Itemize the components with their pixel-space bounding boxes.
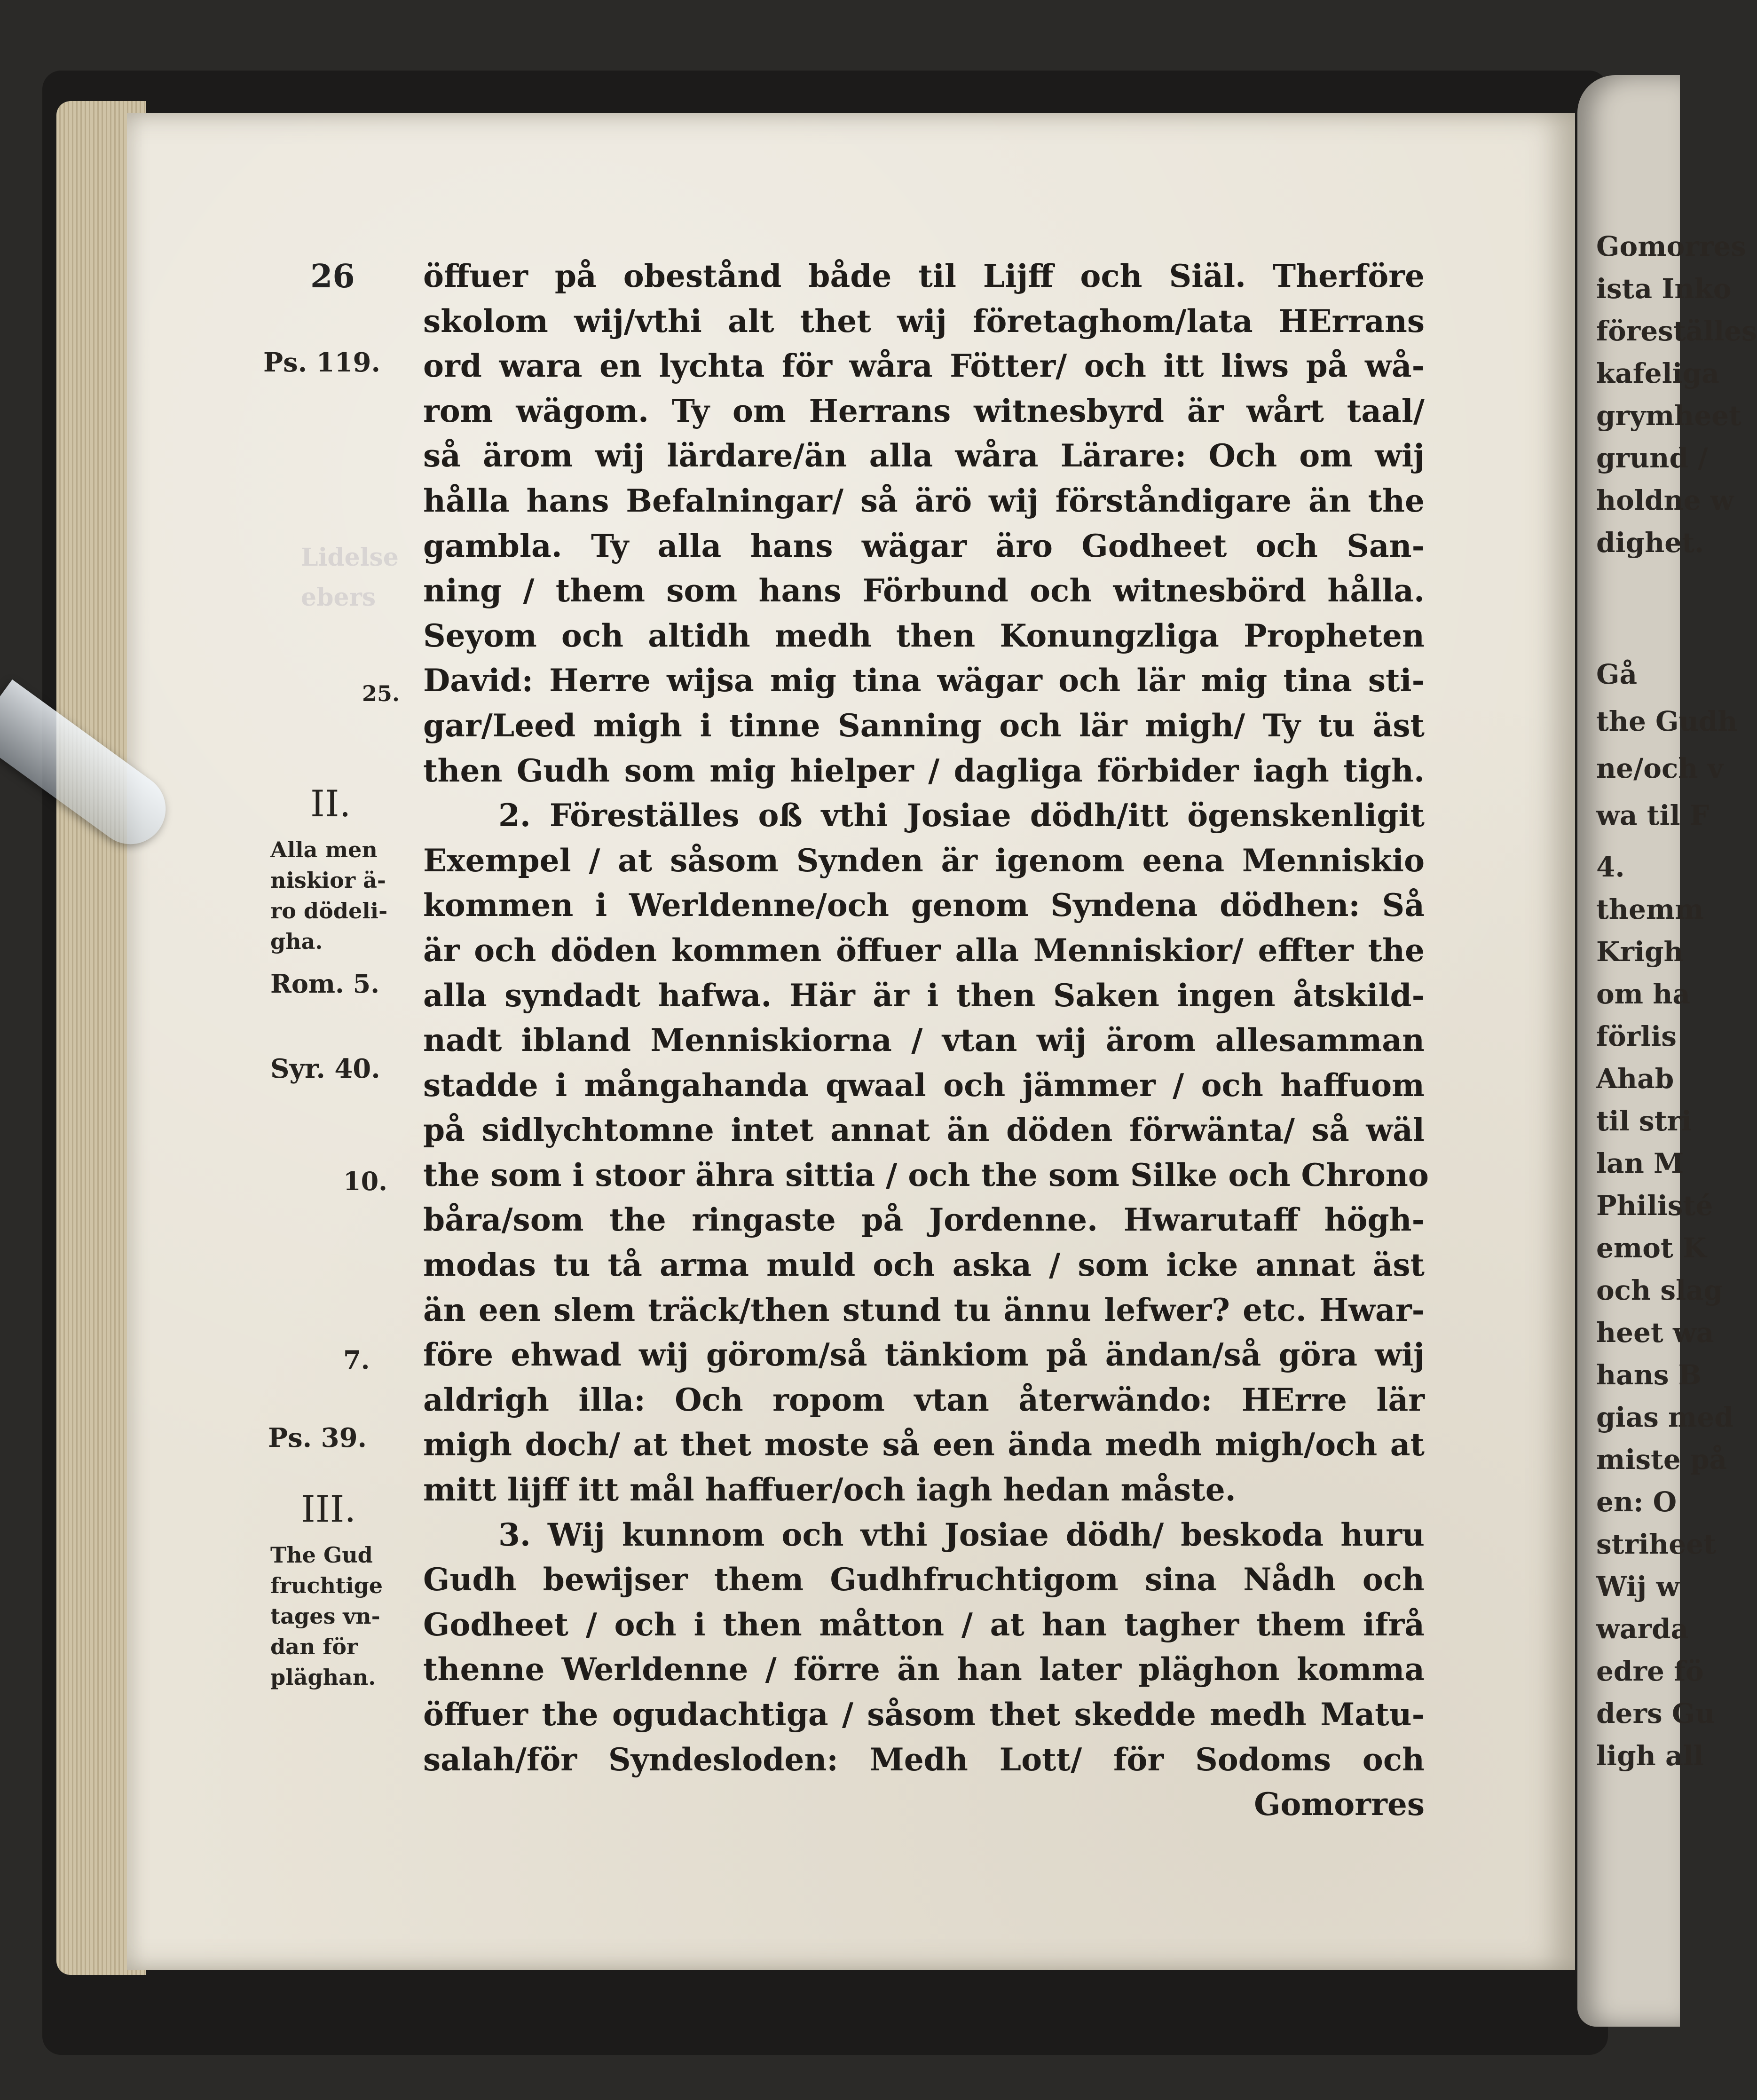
text-line: gar/Leed migh i tinne Sanning och lär migh/ Ty tu äst — [423, 707, 1425, 744]
catchword: Gomorres — [1254, 1786, 1425, 1823]
facing-page-line: grund / — [1596, 442, 1708, 474]
facing-page-line: edre fö — [1596, 1655, 1704, 1687]
text-line: rom wägom. Ty om Herrans witnesbyrd är wårt taal/ — [423, 392, 1425, 429]
body-text — [423, 254, 1429, 1827]
margin-note-rom5: Rom. 5. — [270, 969, 380, 999]
text-line: 3. Wij kunnom och vthi Josiae dödh/ beskoda huru — [498, 1516, 1425, 1553]
margin-note-7: 7. — [343, 1345, 370, 1375]
facing-page-line: grymheet — [1596, 400, 1741, 432]
margin-note-text: dan för — [270, 1634, 358, 1659]
text-line: aldrigh illa: Och ropom vtan återwändo: HErre lär — [423, 1381, 1425, 1418]
bleed-through-text: ebers — [301, 583, 376, 612]
text-line: migh doch/ at thet moste så een ända medh migh/och at — [423, 1426, 1425, 1463]
facing-page-line: Krigh — [1596, 936, 1684, 968]
margin-note-text: fruchtige — [270, 1573, 383, 1598]
facing-page-line: hans B — [1596, 1359, 1702, 1391]
margin-note-ps119: Ps. 119. — [263, 347, 381, 378]
facing-page-line: lan M — [1596, 1147, 1684, 1179]
margin-note-text: Alla men — [270, 837, 378, 862]
facing-page-line: ne/och v — [1596, 752, 1724, 784]
margin-note-text: pläghan. — [270, 1665, 376, 1690]
facing-page-line: wa til F — [1596, 799, 1709, 831]
text-line: på sidlychtomne intet annat än döden förwänta/ så wäl — [423, 1112, 1425, 1149]
text-line: modas tu tå arma muld och aska / som icke annat äst — [423, 1247, 1425, 1284]
text-line: öffuer på obestånd både til Lijff och Siäl. Therföre — [423, 258, 1425, 294]
page-number: 26 — [310, 258, 355, 295]
margin-note-text: ro dödeli- — [270, 898, 388, 924]
text-line: thenne Werldenne / förre än han later pläghon komma — [423, 1651, 1425, 1688]
facing-page-line: Philisté — [1596, 1190, 1713, 1222]
text-line: skolom wij/vthi alt thet wij företaghom/lata HErrans — [423, 302, 1425, 339]
facing-page-line: 4. — [1596, 851, 1625, 883]
margin-note-syr40: Syr. 40. — [270, 1053, 380, 1084]
facing-page-line: Gå — [1596, 658, 1638, 690]
margin-note-ps39: Ps. 39. — [268, 1422, 367, 1453]
facing-page-line: til stri — [1596, 1105, 1692, 1137]
facing-page-line: warda — [1596, 1613, 1689, 1645]
text-line: är och döden kommen öffuer alla Menniskior/ effter the — [423, 932, 1425, 969]
facing-page-line: och slag — [1596, 1274, 1723, 1306]
facing-page-line: förlis — [1596, 1020, 1677, 1052]
text-line: hålla hans Befalningar/ så ärö wij förståndigare än the — [423, 482, 1425, 519]
facing-page-line: Wij w — [1596, 1571, 1680, 1603]
facing-page-line: om ha — [1596, 978, 1690, 1010]
facing-page-line: ders Gu — [1596, 1697, 1715, 1729]
text-line: än een slem träck/then stund tu ännu lefwer? etc. Hwar- — [423, 1291, 1425, 1328]
facing-page-line: Ahab — [1596, 1063, 1674, 1095]
margin-note-text: gha. — [270, 929, 323, 954]
facing-page-line: dighet. — [1596, 527, 1704, 559]
facing-page-line: gias med — [1596, 1401, 1733, 1433]
facing-page-line: en: O — [1596, 1486, 1677, 1518]
text-line: 2. Föreställes oß vthi Josiae dödh/itt ögenskenligit — [498, 797, 1425, 834]
facing-page-line: ista Inko — [1596, 273, 1732, 305]
margin-note-roman-2: II. — [310, 783, 351, 825]
facing-page-line: striheet — [1596, 1528, 1716, 1560]
text-line: salah/för Syndesloden: Medh Lott/ för Sodoms och — [423, 1741, 1425, 1778]
facing-page-line: holdne w — [1596, 484, 1734, 516]
facing-page-line: föreställes — [1596, 315, 1757, 347]
facing-page-line: Gomorres — [1596, 230, 1746, 262]
text-line: före ehwad wij görom/så tänkiom på ändan/så göra wij — [423, 1336, 1425, 1374]
facing-page — [1577, 75, 1757, 2027]
facing-page-line: themm — [1596, 893, 1704, 925]
facing-page-line: emot K — [1596, 1232, 1707, 1264]
margin-note-10: 10. — [343, 1166, 387, 1196]
margin-note-roman-3: III. — [301, 1488, 356, 1531]
facing-page-line: heet wa — [1596, 1317, 1714, 1349]
text-line: stadde i mångahanda qwaal och jämmer / och haffuom — [423, 1066, 1425, 1104]
text-line: Seyom och altidh medh then Konungzliga Propheten — [423, 617, 1425, 654]
margin-note-text: The Gud — [270, 1542, 373, 1568]
text-line: gambla. Ty alla hans wägar äro Godheet och San- — [423, 527, 1425, 564]
text-line: ord wara en lychta för wåra Fötter/ och itt liws på wå- — [423, 347, 1425, 385]
text-line: nadt ibland Menniskiorna / vtan wij ärom allesamman — [423, 1022, 1425, 1059]
margin-note-text: tages vn- — [270, 1603, 380, 1629]
facing-page-line: miste på — [1596, 1444, 1727, 1476]
text-line: kommen i Werldenne/och genom Syndena dödhen: Så — [423, 887, 1425, 924]
text-line: öffuer the ogudachtiga / såsom thet skedde medh Matu- — [423, 1696, 1425, 1733]
margin-note-text: niskior ä- — [270, 868, 386, 893]
text-line: David: Herre wijsa mig tina wägar och lär mig tina sti- — [423, 662, 1425, 699]
bleed-through-text: Lidelse — [301, 543, 399, 572]
text-line: alla syndadt hafwa. Här är i then Saken ingen åtskild- — [423, 977, 1425, 1014]
text-line: ning / them som hans Förbund och witnesbörd hålla. — [423, 572, 1425, 609]
text-line: mitt lijff itt mål haffuer/och iagh hedan måste. — [423, 1471, 1236, 1508]
text-line: Godheet / och i then måtton / at han tagher them ifrå — [423, 1606, 1425, 1643]
text-line: Exempel / at såsom Synden är igenom eena Menniskio — [423, 842, 1425, 879]
text-line: then Gudh som mig hielper / dagliga förbider iagh tigh. — [423, 752, 1425, 789]
facing-page-line: kafeliga — [1596, 357, 1719, 389]
text-line: båra/som the ringaste på Jordenne. Hwarutaff högh- — [423, 1201, 1425, 1239]
margin-note-25: 25. — [362, 681, 400, 706]
facing-page-line: the Gudh — [1596, 705, 1738, 737]
facing-page-line: ligh all — [1596, 1740, 1704, 1772]
text-line: the som i stoor ähra sittia / och the som Silke och Chrono — [423, 1156, 1429, 1193]
text-line: Gudh bewijser them Gudhfruchtigom sina Nådh och — [423, 1561, 1425, 1598]
text-line: så ärom wij lärdare/än alla wåra Lärare: Och om wij — [423, 437, 1425, 474]
